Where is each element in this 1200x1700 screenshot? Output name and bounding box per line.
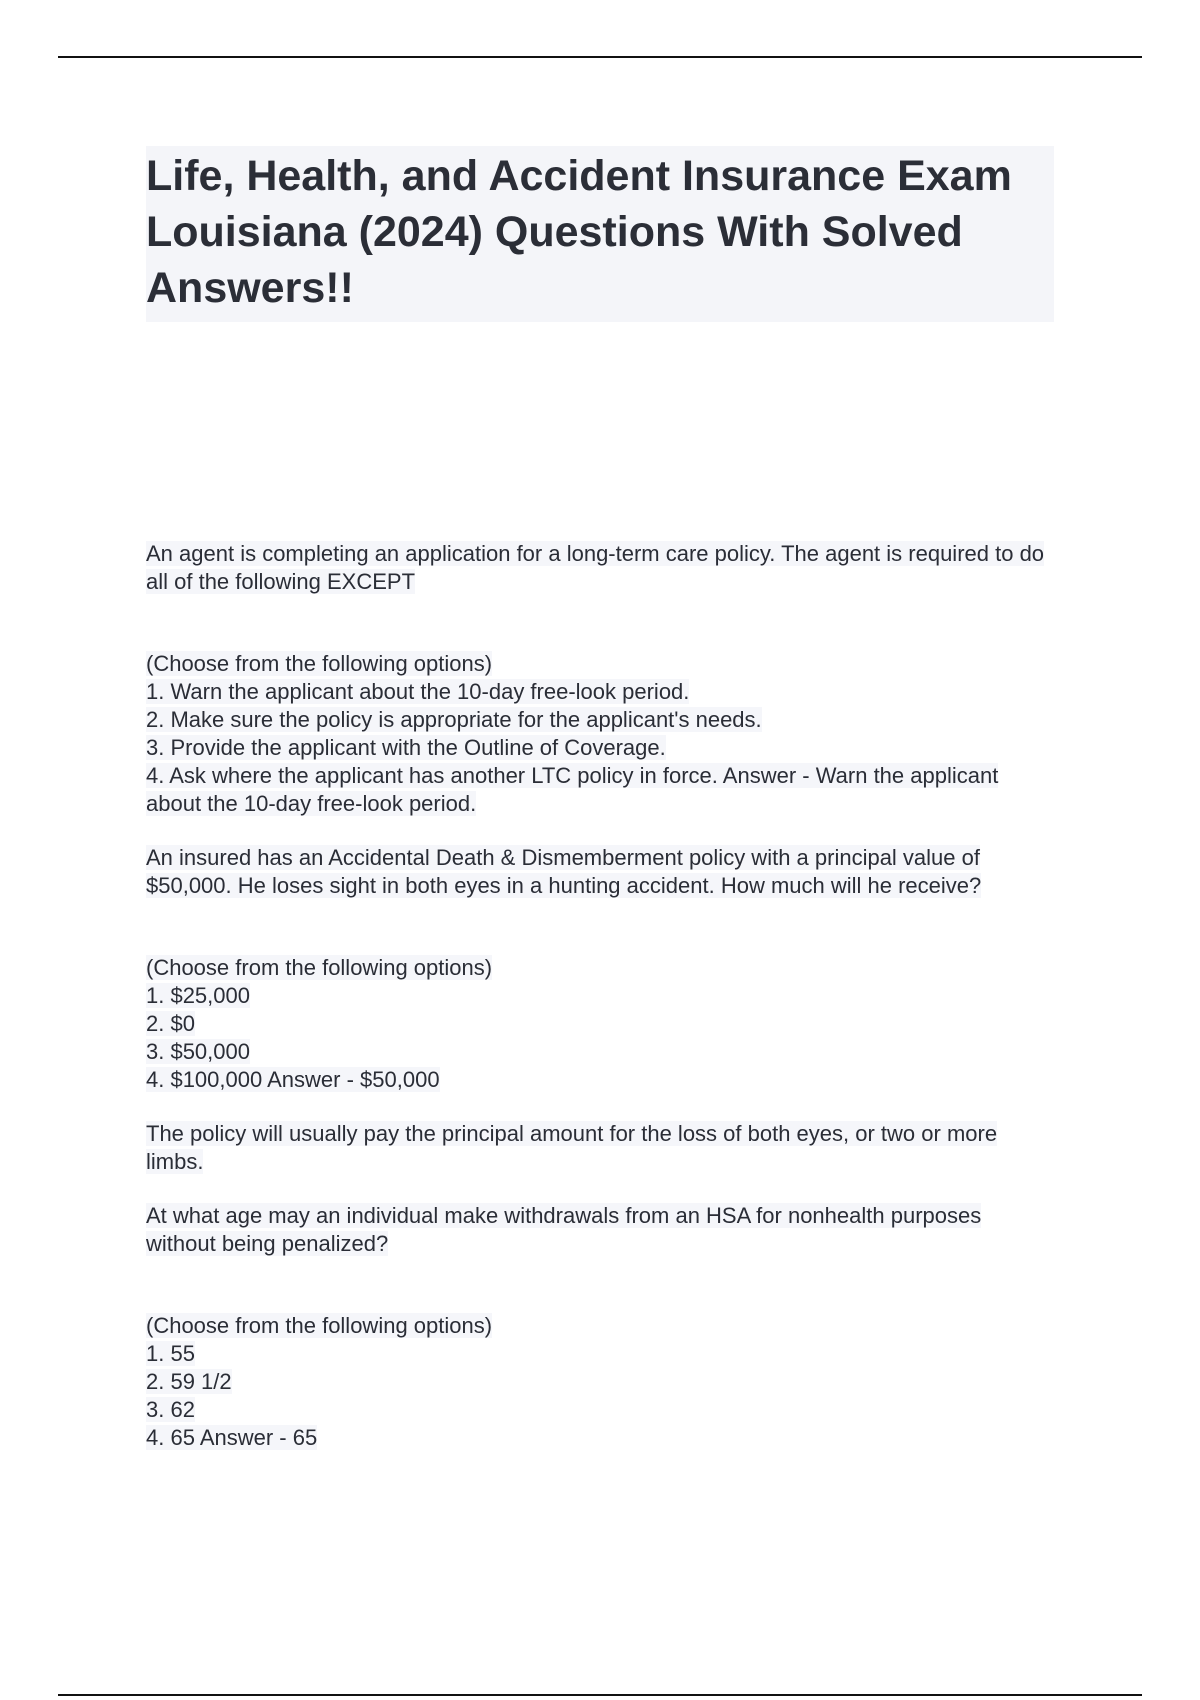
option-item-answer: 4. 65 Answer - 65: [146, 1425, 318, 1450]
options-intro: (Choose from the following options): [146, 955, 493, 980]
option-item: 2. $0: [146, 1011, 195, 1036]
bottom-rule: [58, 1694, 1142, 1696]
option-item: 1. $25,000: [146, 983, 250, 1008]
option-item: 3. $50,000: [146, 1039, 250, 1064]
options-intro: (Choose from the following options): [146, 651, 493, 676]
option-item-answer: 4. $100,000 Answer - $50,000: [146, 1067, 440, 1092]
question-block-3: [146, 1202, 1056, 1452]
question-text: At what age may an individual make withdrawals from an HSA for nonhealth purposes without being penalized?: [146, 1203, 982, 1256]
option-item-answer: 4. Ask where the applicant has another LTC policy in force. Answer - Warn the applicant about the 10-day free-look period.: [146, 763, 999, 816]
question-text: An agent is completing an application for a long-term care policy. The agent is required to do all of the following EXCEPT: [146, 541, 1045, 594]
document-body: [146, 146, 1056, 1478]
question-block-2: [146, 844, 1056, 1176]
option-item: 3. 62: [146, 1397, 195, 1422]
answer-explanation: The policy will usually pay the principal amount for the loss of both eyes, or two or more limbs.: [146, 1121, 998, 1174]
options-intro: (Choose from the following options): [146, 1313, 493, 1338]
top-rule: [58, 56, 1142, 58]
option-item: 2. 59 1/2: [146, 1369, 232, 1394]
option-item: 2. Make sure the policy is appropriate for the applicant's needs.: [146, 707, 762, 732]
option-item: 1. 55: [146, 1341, 195, 1366]
document-title: Life, Health, and Accident Insurance Exam Louisiana (2024) Questions With Solved Answers!!: [146, 146, 1054, 322]
question-text: An insured has an Accidental Death & Dismemberment policy with a principal value of $50,000. He loses sight in both eyes in a hunting accident. How much will he receive?: [146, 845, 982, 898]
option-item: 1. Warn the applicant about the 10-day free-look period.: [146, 679, 690, 704]
question-block-1: [146, 540, 1056, 818]
option-item: 3. Provide the applicant with the Outline of Coverage.: [146, 735, 666, 760]
